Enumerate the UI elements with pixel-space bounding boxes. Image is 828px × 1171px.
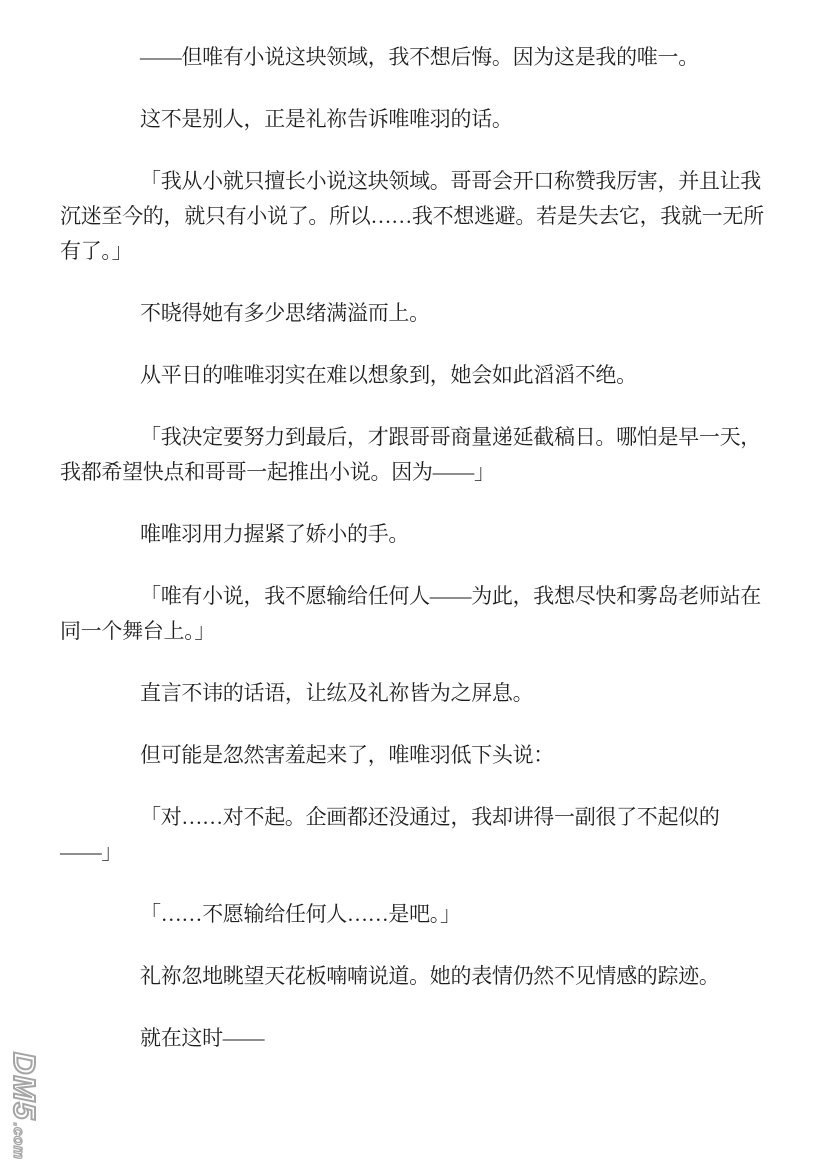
text-line: ——但唯有小说这块领域，我不想后悔。因为这是我的唯一。 <box>140 45 699 69</box>
text-line: ——」 <box>60 840 123 864</box>
text-line: 「我从小就只擅长小说这块领域。哥哥会开口称赞我厉害，并且让我 <box>140 169 761 193</box>
text-line: 我都希望快点和哥哥一起推出小说。因为——」 <box>60 460 495 484</box>
text-line: 唯唯羽用力握紧了娇小的手。 <box>140 522 410 546</box>
paragraph <box>60 296 772 331</box>
text-line: 沉迷至今的，就只有小说了。所以……我不想逃避。若是失去它，我就一无所 <box>60 204 764 228</box>
paragraph <box>60 40 772 75</box>
paragraph <box>60 517 772 552</box>
text-line: 「对……对不起。企画都还没通过，我却讲得一副很了不起似的 <box>140 805 720 829</box>
text-line: 「……不愿输给任何人……是吧。」 <box>140 902 461 926</box>
novel-text <box>60 40 772 1083</box>
paragraph <box>60 164 772 269</box>
paragraph <box>60 897 772 932</box>
text-line: 就在这时—— <box>140 1026 265 1050</box>
paragraph <box>60 358 772 393</box>
text-line: 从平日的唯唯羽实在难以想象到，她会如此滔滔不绝。 <box>140 363 637 387</box>
text-line: 有了。」 <box>60 239 133 263</box>
text-line: 同一个舞台上。」 <box>60 619 216 643</box>
paragraph <box>60 1021 772 1056</box>
dm5-watermark-logo <box>6 1052 42 1159</box>
text-line: 但可能是忽然害羞起来了，唯唯羽低下头说： <box>140 743 554 767</box>
text-line: 直言不讳的话语，让纮及礼祢皆为之屏息。 <box>140 681 534 705</box>
text-line: 礼祢忽地眺望天花板喃喃说道。她的表情仍然不见情感的踪迹。 <box>140 964 720 988</box>
paragraph <box>60 676 772 711</box>
paragraph <box>60 102 772 137</box>
paragraph <box>60 420 772 490</box>
text-line: 「唯有小说，我不愿输给任何人——为此，我想尽快和雾岛老师站在 <box>140 584 761 608</box>
paragraph <box>60 738 772 773</box>
paragraph <box>60 800 772 870</box>
text-line: 这不是别人，正是礼祢告诉唯唯羽的话。 <box>140 107 513 131</box>
dm5-logo-text: DM5 <box>7 1052 42 1121</box>
dm5-logo-tld: .com <box>10 1122 27 1160</box>
paragraph <box>60 579 772 649</box>
text-line: 不晓得她有多少思绪满溢而上。 <box>140 301 430 325</box>
paragraph <box>60 959 772 994</box>
text-line: 「我决定要努力到最后，才跟哥哥商量递延截稿日。哪怕是早一天， <box>140 425 761 449</box>
